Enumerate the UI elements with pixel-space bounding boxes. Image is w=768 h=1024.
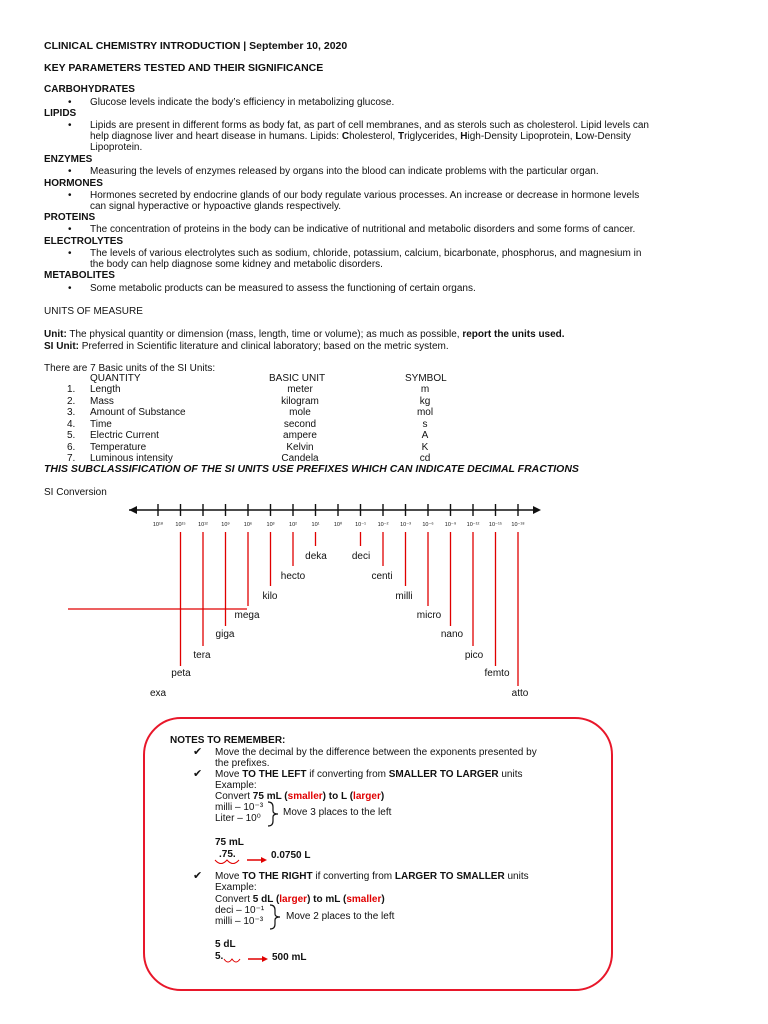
si-row-3-quantity: Amount of Substance [90,407,186,418]
ex1-b: 75 mL ( [252,791,288,802]
si-row-6-symbol: K [421,441,429,453]
note-item1-line2: the prefixes. [215,758,270,769]
heading-electrolytes: ELECTROLYTES [44,236,124,247]
note-item1-line1: Move the decimal by the difference between the exponents presented by [215,747,537,758]
si-row-5-quantity: Electric Current [90,430,159,441]
prefix-micro: micro [416,610,442,621]
prefix-deka: deka [305,551,327,562]
heading-metabolites: METABOLITES [44,270,115,281]
note-item3 [215,871,529,882]
electrolytes-line2: the body can help diagnose some kidney and metabolic disorders. [90,259,383,270]
unit-label: Unit: [44,329,67,340]
si-text: Preferred in Scientific literature and clinical laboratory; based on the metric system. [79,341,449,352]
si-units-intro: There are 7 Basic units of the SI Units: [44,363,216,374]
heading-si-conversion: SI Conversion [44,487,107,498]
lipids-c: C [341,131,350,142]
prefix-hecto: hecto [280,571,306,582]
notes-box [143,717,613,991]
ex2-milli: milli – 10⁻³ [215,916,264,927]
ex2-smaller: smaller [346,894,382,905]
scale-tick-label: 10⁻¹² [466,522,480,528]
item3-mid: if converting from [312,871,395,882]
item2-to-the-left: TO THE LEFT [242,769,307,780]
note-item2 [215,769,523,780]
si-row-6-quantity: Temperature [90,441,147,453]
si-row-7-unit: Candela [281,453,319,464]
item3-to-the-right: TO THE RIGHT [242,871,313,882]
si-row-3-symbol: mol [416,407,434,418]
si-row-1-num: 1. [67,384,76,395]
lipids-igh: igh-Density Lipoprotein, [467,131,576,142]
ex2-d: ) [381,894,385,905]
item2-mid: if converting from [306,769,389,780]
prefix-deci: deci [351,551,371,562]
si-unit-definition [44,341,449,352]
ex1-a: Convert [215,791,253,802]
scale-tick-label: 10¹⁸ [152,522,164,528]
section-subtitle: KEY PARAMETERS TESTED AND THEIR SIGNIFICANCE [44,62,324,74]
ex1-c: ) to L ( [322,791,354,802]
prefix-femto: femto [484,668,510,679]
si-row-7-symbol: cd [419,453,431,464]
lipids-l: L [575,131,582,142]
example2-label: Example: [215,882,257,893]
lipids-line2-text: help diagnose liver and heart disease in humans. Lipids: [90,131,342,142]
lipids-h: H [460,131,468,142]
prefix-pico: pico [464,650,484,661]
scale-tick-label: 10⁻⁶ [422,522,434,528]
si-row-2-unit: kilogram [281,395,319,407]
si-row-1-unit: meter [287,384,313,395]
scale-tick-label: 10¹⁵ [175,522,186,528]
ex2-move: Move 2 places to the left [286,911,395,922]
electrolytes-line1: • The levels of various electrolytes such as sodium, chloride, potassium, calcium, bicarbonate, phosphorus, and magnesium in [90,248,641,259]
ex1-move: Move 3 places to the left [283,807,392,818]
si-row-1-symbol: m [420,384,430,395]
example1-label: Example: [215,780,257,791]
example2-convert [215,894,385,905]
item3-post: units [504,871,529,882]
ex1-smaller: smaller [287,791,323,802]
prefix-mega: mega [234,610,260,621]
lipids-holesterol: holesterol, [349,131,398,142]
prefix-centi: centi [371,571,393,582]
prefix-nano: nano [440,629,464,640]
proteins-text: • The concentration of proteins in the body can be indicative of nutritional and metabolic disorders and some forms of cancer. [90,224,635,235]
ex1-larger: larger [353,791,381,802]
notes-title: NOTES TO REMEMBER: [170,735,286,746]
si-row-2-num: 2. [67,395,76,407]
scale-tick-label: 10⁰ [333,522,343,528]
prefix-tera: tera [193,650,211,661]
ex2-result: 500 mL [272,952,307,963]
si-row-4-unit: second [283,418,317,430]
ex2-value: 5 dL [215,939,236,950]
ex1-result: 0.0750 L [271,850,311,861]
lipids-ow: ow-Density [581,131,631,142]
lipids-line2 [90,131,631,142]
col-symbol: SYMBOL [405,373,447,384]
subclassification-note: THIS SUBCLASSIFICATION OF THE SI UNITS USE PREFIXES WHICH CAN INDICATE DECIMAL FRACTIONS [44,463,579,475]
si-row-5-symbol: A [421,430,429,441]
unit-definition [44,329,565,340]
si-row-6-num: 6. [67,441,76,453]
scale-tick-label: 10³ [266,522,275,528]
metabolites-text: • Some metabolic products can be measured to assess the functioning of certain organs. [90,283,476,294]
prefix-exa: exa [149,688,167,699]
check-icon: ✔ [193,746,203,758]
si-row-3-unit: mole [289,407,311,418]
check-icon: ✔ [193,768,203,780]
ex1-liter: Liter – 10⁰ [215,813,261,824]
ex2-a: Convert [215,894,253,905]
scale-tick-label: 10⁻¹⁸ [511,522,525,528]
item3-pre: Move [215,871,243,882]
ex1-milli: milli – 10⁻³ [215,802,264,813]
ex2-deci: deci – 10⁻¹ [215,905,265,916]
si-row-5-num: 5. [67,430,76,441]
lipids-riglycerides: riglycerides, [404,131,461,142]
si-row-1-quantity: Length [90,384,121,395]
hormones-line1: • Hormones secreted by endocrine glands of our body regulate various processes. An increase or decrease in hormone levels [90,190,639,201]
si-row-7-num: 7. [67,453,76,464]
lipids-line3: Lipoprotein. [90,142,143,153]
si-row-4-quantity: Time [90,418,112,430]
item2-pre: Move [215,769,243,780]
ex2-b: 5 dL ( [252,894,280,905]
enzymes-text: • Measuring the levels of enzymes released by organs into the blood can indicate problems with the particular organ. [90,166,599,177]
ex1-digits: .75. [219,849,236,860]
ex2-larger: larger [279,894,308,905]
example1-convert [215,791,384,802]
scale-tick-label: 10² [289,522,297,528]
si-row-4-num: 4. [67,418,76,430]
scale-arrow-left [129,506,137,514]
unit-bold: report the units used. [462,329,565,340]
si-row-7-quantity: Luminous intensity [90,453,173,464]
prefix-atto: atto [511,688,529,699]
carbohydrates-text: • Glucose levels indicate the body’s efficiency in metabolizing glucose. [90,97,394,108]
si-row-6-unit: Kelvin [286,441,314,453]
heading-lipids: LIPIDS [44,108,77,119]
prefix-milli: milli [395,591,413,602]
scale-arrow-right [533,506,541,514]
ex2-digits: 5. [215,951,224,962]
ex2-c: ) to mL ( [307,894,347,905]
lipids-line1: • Lipids are present in different forms as body fat, as part of cell membranes, and as sterols such as cholesterol. Lipid levels can [90,120,649,131]
scale-tick-label: 10⁻³ [400,522,411,528]
heading-units-of-measure: UNITS OF MEASURE [44,306,143,317]
prefix-peta: peta [171,668,191,679]
brace-icon [266,801,280,827]
scale-tick-label: 10⁻² [377,522,389,528]
hormones-line2: can signal hyperactive or hypoactive glands respectively. [90,201,342,212]
ex1-value: 75 mL [215,837,244,848]
scale-tick-label: 10¹ [311,522,320,528]
item3-larger-to-smaller: LARGER TO SMALLER [394,871,505,882]
heading-proteins: PROTEINS [44,212,96,223]
si-row-5-unit: ampere [283,430,317,441]
scale-tick-label: 10⁻¹⁵ [488,522,503,528]
si-row-3-num: 3. [67,407,76,418]
item2-post: units [498,769,523,780]
scale-tick-label: 10⁻⁹ [444,522,457,528]
brace-icon [268,904,282,930]
prefix-kilo: kilo [262,591,278,602]
col-quantity: QUANTITY [90,373,141,384]
heading-carbohydrates: CARBOHYDRATES [44,84,135,95]
check-icon: ✔ [193,870,203,882]
ex1-d: ) [380,791,385,802]
scale-tick-label: 10⁻¹ [355,522,366,528]
item2-smaller-to-larger: SMALLER TO LARGER [388,769,499,780]
lipids-t: T [397,131,405,142]
heading-hormones: HORMONES [44,178,103,189]
unit-text: The physical quantity or dimension (mass, length, time or volume); as much as possible, [66,329,463,340]
scale-tick-label: 10⁹ [221,522,230,528]
si-row-2-quantity: Mass [90,395,114,407]
heading-enzymes: ENZYMES [44,154,93,165]
si-row-2-symbol: kg [419,395,431,407]
col-basic-unit: BASIC UNIT [269,373,326,384]
si-label: SI Unit: [44,341,79,352]
scale-tick-label: 10⁶ [243,522,253,528]
scale-tick-label: 10¹² [198,522,208,528]
si-row-4-symbol: s [422,418,428,430]
prefix-giga: giga [215,629,235,640]
page-title: CLINICAL CHEMISTRY INTRODUCTION | September 10, 2020 [44,40,348,52]
